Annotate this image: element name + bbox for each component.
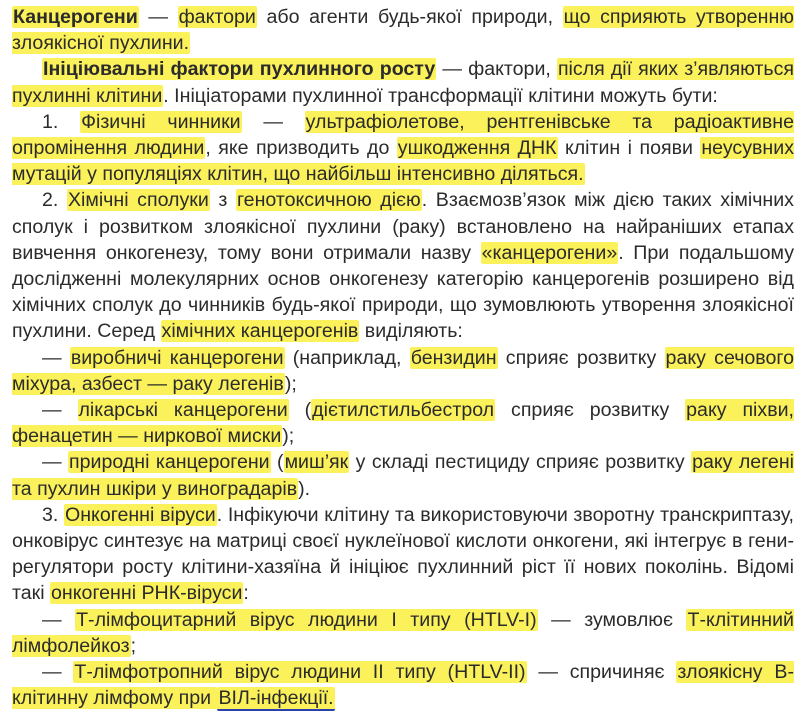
- text-segment: —: [42, 608, 76, 631]
- highlighted-text: після дії яких з’являються пухлинні клітини: [12, 58, 794, 107]
- highlighted-text: ультрафіолетове, рентгенівське та радіоактивне опромінення людини: [12, 110, 795, 160]
- highlighted-text: злоякісну В-клітинну лімфому при: [12, 661, 794, 710]
- highlighted-text: хімічних канцерогенів: [161, 320, 359, 343]
- text-segment: у складі пестициду сприяє розвитку: [349, 451, 692, 474]
- text-segment: . Ініціаторами пухлинної трансформації клітини можуть бути:: [163, 84, 718, 107]
- paragraph: [12, 345, 794, 397]
- highlighted-text: миш’як: [284, 451, 349, 474]
- paragraph: [12, 502, 794, 607]
- highlighted-text: природні канцерогени: [69, 451, 270, 474]
- text-segment: (наприклад,: [284, 346, 410, 369]
- text-segment: (: [288, 399, 312, 422]
- highlighted-text: «канцерогени»: [481, 241, 618, 264]
- paragraph: [12, 659, 794, 711]
- text-segment: — зумовлює: [537, 608, 687, 631]
- highlighted-text: лікарські канцерогени: [78, 399, 288, 422]
- text-segment: 3.: [42, 503, 64, 526]
- text-segment: — спричиняє: [526, 661, 677, 684]
- text-segment: —: [42, 399, 78, 422]
- text-segment: — фактори,: [436, 58, 557, 81]
- highlighted-text: генотоксичною дією: [236, 189, 421, 212]
- highlighted-text: Хімічні сполуки: [67, 189, 209, 212]
- paragraph: [12, 449, 794, 501]
- text-segment: —: [42, 451, 68, 474]
- text-segment: , яке призводить до: [205, 137, 397, 160]
- paragraph: [12, 4, 794, 56]
- highlighted-text: Онкогенні віруси: [64, 503, 216, 526]
- text-segment: );: [284, 372, 297, 395]
- paragraph: [12, 187, 794, 344]
- highlighted-text: дієтилстильбестрол: [312, 399, 495, 422]
- highlighted-text: що сприяють утворенню злоякісної пухлини.: [12, 6, 794, 55]
- text-segment: :: [243, 582, 249, 605]
- text-segment: виділяють:: [359, 320, 463, 343]
- paragraph: [12, 607, 794, 659]
- paragraph: [12, 397, 794, 449]
- text-segment: —: [42, 346, 70, 369]
- text-segment: з: [209, 189, 236, 212]
- highlighted-text: ушкодження ДНК: [397, 137, 557, 160]
- highlighted-text: Ініціювальні фактори пухлинного росту: [43, 58, 436, 81]
- highlighted-text: раку піхви, фенацетин — ниркової миски: [12, 399, 794, 448]
- highlighted-text: бензидин: [410, 346, 497, 369]
- highlighted-text: Т-лімфоцитарний вірус людини І типу (HTLV-I): [76, 608, 537, 631]
- paragraph: [12, 56, 794, 108]
- highlighted-text: виробничі канцерогени: [70, 346, 284, 369]
- highlighted-text: неусувних мутацій у популяціях клітин, що найбільш інтенсивно діляться.: [12, 137, 794, 186]
- text-segment: ).: [298, 477, 311, 500]
- text-segment: або агенти будь-якої природи,: [256, 6, 563, 28]
- highlighted-text: Фізичні чинники: [81, 110, 241, 133]
- text-segment: );: [282, 425, 295, 448]
- highlighted-text: раку сечового міхура, азбест — раку легенів: [12, 346, 794, 395]
- text-segment: —: [241, 110, 305, 133]
- text-segment: (: [270, 451, 284, 474]
- text-segment: . При подальшому дослідженні молекулярних основ онкогенезу категорію канцерогенів розширено від хімічних сполук до чинників будь-якої природи, що зумовлюють утворення злоякісної пухлини. Серед: [12, 241, 794, 343]
- highlighted-text: фактори: [178, 6, 256, 28]
- highlighted-text: ВІЛ-інфекції.: [218, 687, 334, 710]
- text-segment: . Взаємозв’язок між дією таких хімічних сполук і розвитком злоякісної пухлини (раку) встановлено на найраніших етапах вивчення онкогенезу, тому вони отримали назву: [12, 189, 794, 264]
- text-segment: . Інфікуючи клітину та використовуючи зворотну транскриптазу, онковірус синтезує на матриці своєї нуклеїнової кислоти онкогени, які інтегрує в гени-регулятори росту клітини-хазяїна й ініціює пухлинний ріст її нових поколінь. Відомі такі: [12, 503, 794, 605]
- text-segment: 1.: [42, 110, 81, 133]
- highlighted-text: Т-лімфотропний вірус людини ІІ типу (HTLV-II): [74, 661, 526, 684]
- highlighted-text: раку легені та пухлин шкіри у виноградарів: [12, 451, 794, 500]
- paragraph: [12, 109, 794, 188]
- text-segment: —: [42, 661, 74, 684]
- text-segment: ;: [130, 634, 137, 657]
- text-segment: сприяє розвитку: [497, 346, 665, 369]
- highlighted-text: Т-клітинний лімфолейкоз: [12, 608, 795, 657]
- highlighted-text: онкогенні РНК-віруси: [51, 582, 243, 605]
- text-segment: 2.: [42, 189, 67, 212]
- text-segment: —: [138, 6, 178, 28]
- text-segment: сприяє розвитку: [495, 399, 686, 422]
- text-segment: клітин і появи: [557, 137, 701, 160]
- highlighted-text: Канцерогени: [13, 6, 138, 28]
